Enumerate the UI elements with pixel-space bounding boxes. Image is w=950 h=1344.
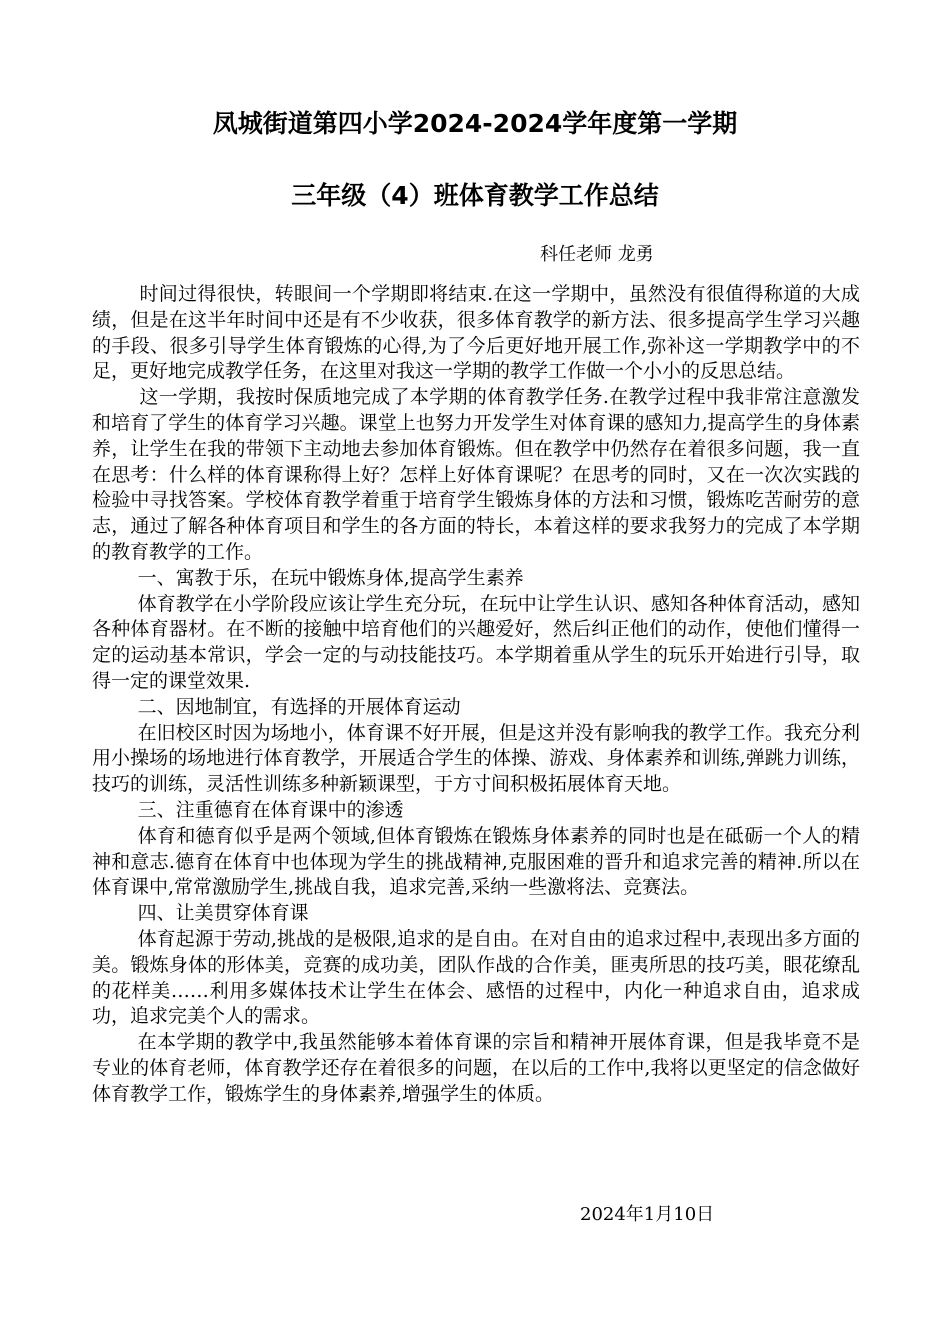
section-4-paragraph: 体育起源于劳动,挑战的是极限,追求的是自由。在对自由的追求过程中,表现出多方面的美。锻炼身体的形体美，竞赛的成功美，团队作战的合作美，匪夷所思的技巧美，眼花缭乱的花样美……利用多媒体技术让学生在体会、感悟的过程中，内化一种追求自由，追求成功，追求完美个人的需求。 [92,927,860,1028]
overview-paragraph: 这一学期，我按时保质地完成了本学期的体育教学任务.在教学过程中我非常注意激发和培育了学生的体育学习兴趣。课堂上也努力开发学生对体育课的感知力,提高学生的身体素养，让学生在我的带领下主动地去参加体育锻炼。但在教学中仍然存在着很多问题，我一直在思考：什么样的体育课称得上好？怎样上好体育课呢？在思考的同时，又在一次次实践的检验中寻找答案。学校体育教学着重于培育学生锻炼身体的方法和习惯，锻炼吃苦耐劳的意志，通过了解各种体育项目和学生的各方面的特长，本着这样的要求我努力的完成了本学期的教育教学的工作。 [92,386,860,563]
document-title-line1: 凤城街道第四小学2024-2024学年度第一学期 [212,109,738,138]
document-date: 2024年1月10日 [580,1204,715,1225]
section-heading-3: 三、注重德育在体育课中的渗透 [137,798,404,821]
intro-paragraph: 时间过得很快，转眼间一个学期即将结束.在这一学期中，虽然没有很值得称道的大成绩，但是在这半年时间中还是有不少收获，很多体育教学的新方法、很多提高学生学习兴趣的手段、很多引导学生体育锻炼的心得,为了今后更好地开展工作,弥补这一学期教学中的不足，更好地完成教学任务，在这里对我这一学期的教学工作做一个小小的反思总结。 [92,283,860,383]
section-heading-1: 一、寓教于乐，在玩中锻炼身体,提高学生素养 [137,566,524,589]
section-1-paragraph: 体育教学在小学阶段应该让学生充分玩，在玩中让学生认识、感知各种体育活动，感知各种体育器材。在不断的接触中培育他们的兴趣爱好，然后纠正他们的动作，使他们懂得一定的运动基本常识，学会一定的与动技能技巧。本学期着重从学生的玩乐开始进行引导，取得一定的课堂效果. [92,592,860,692]
section-heading-4: 四、让美贯穿体育课 [137,902,309,925]
author-line: 科任老师 龙勇 [540,244,654,265]
section-3-paragraph: 体育和德育似乎是两个领域,但体育锻炼在锻炼身体素养的同时也是在砥砺一个人的精神和意志.德育在体育中也体现为学生的挑战精神,克服困难的晋升和追求完善的精神.所以在体育课中,常常激励学生,挑战自我，追求完善,采纳一些激将法、竞赛法。 [92,824,860,899]
closing-paragraph: 在本学期的教学中,我虽然能够本着体育课的宗旨和精神开展体育课，但是我毕竟不是专业的体育老师，体育教学还存在着很多的问题，在以后的工作中,我将以更坚定的信念做好体育教学工作，锻炼学生的身体素养,增强学生的体质。 [92,1031,860,1105]
document-body [92,282,860,1108]
document-title-line2: 三年级（4）班体育教学工作总结 [291,181,659,210]
section-2-paragraph: 在旧校区时因为场地小，体育课不好开展，但是这并没有影响我的教学工作。我充分利用小操场的场地进行体育教学，开展适合学生的体操、游戏、身体素养和训练,弹跳力训练，技巧的训练，灵活性训练多种新颖课型，于方寸间积极拓展体育天地。 [92,721,860,796]
section-heading-2: 二、因地制宜，有选择的开展体育运动 [137,695,461,718]
